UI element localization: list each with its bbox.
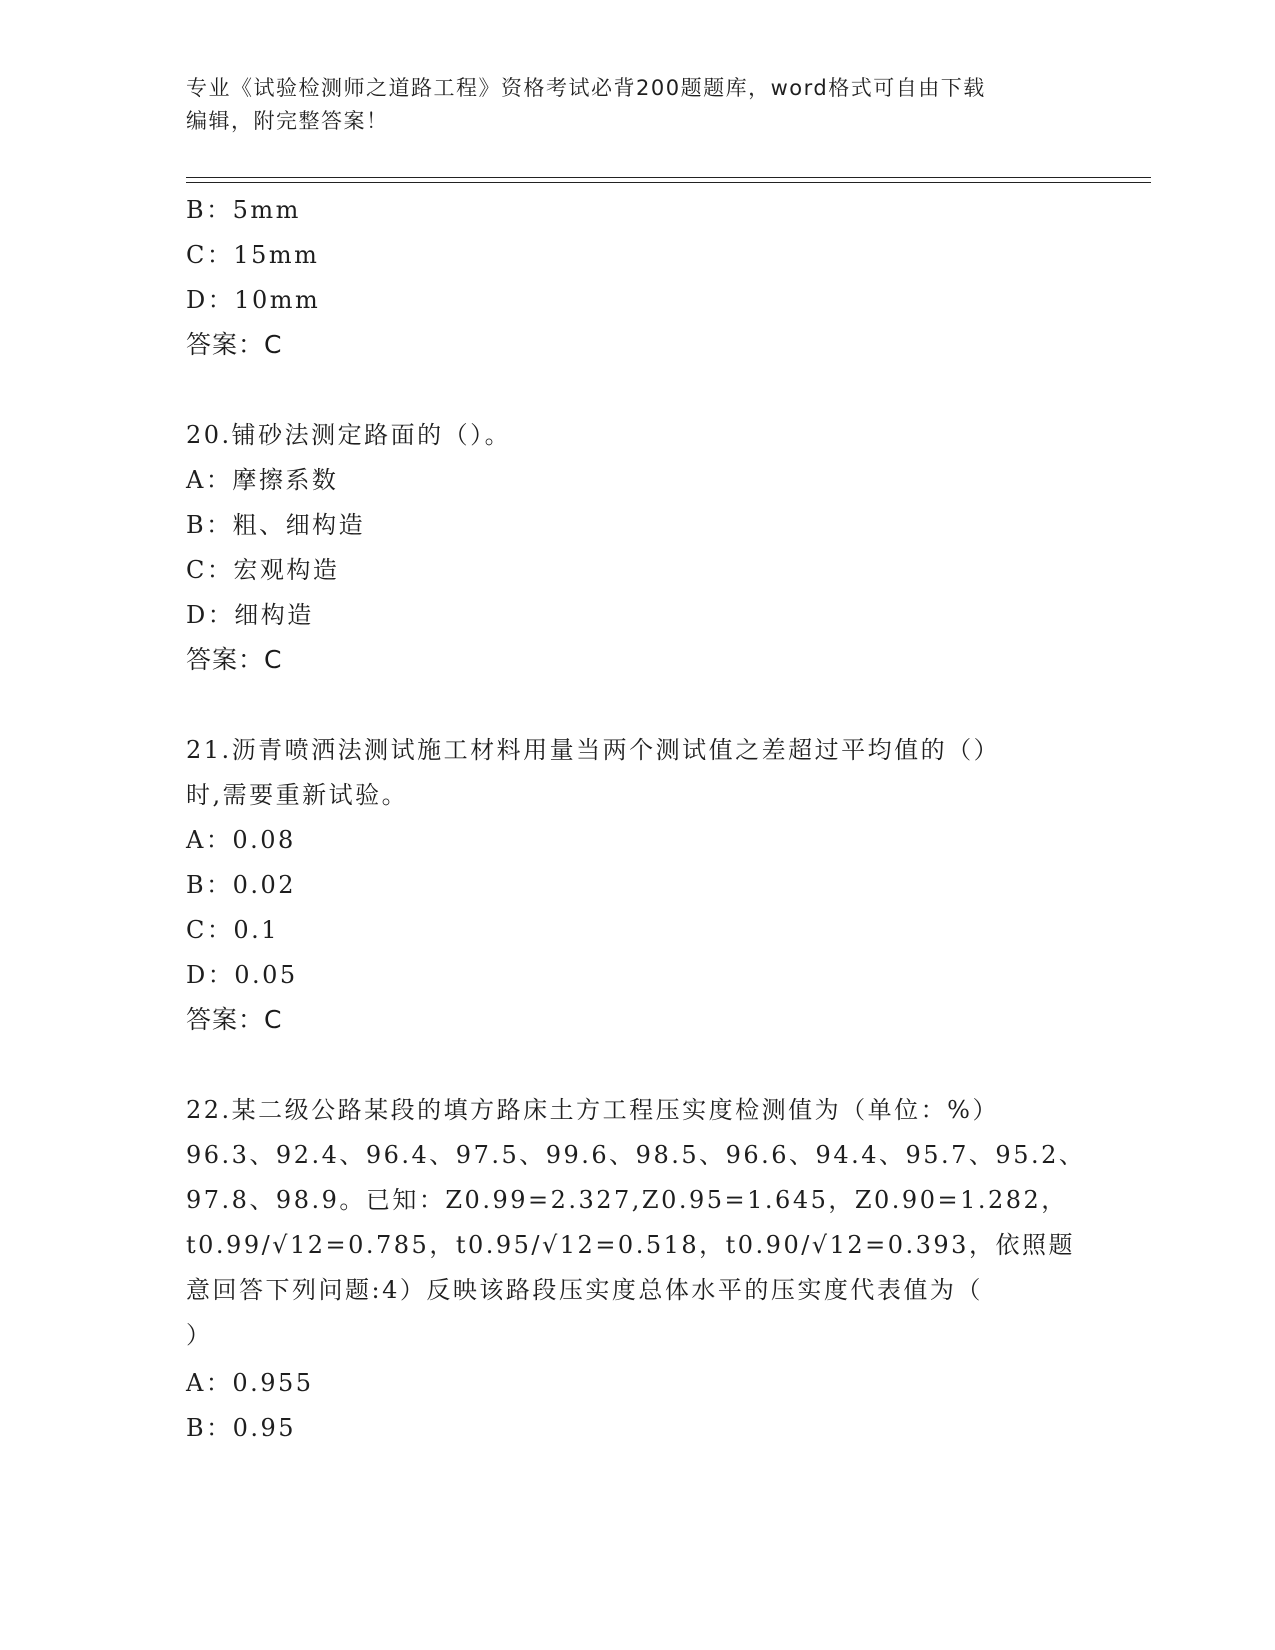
q19-option-d: D：10mm <box>186 286 321 314</box>
q20-answer: 答案：C <box>186 645 283 674</box>
q22-stem-line-1: 22.某二级公路某段的填方路床土方工程压实度检测值为（单位：%） <box>186 1096 999 1124</box>
q19-option-b: B：5mm <box>186 196 301 224</box>
q22-stem-line-6: ） <box>186 1321 213 1349</box>
q21-stem-line-1: 21.沥青喷洒法测试施工材料用量当两个测试值之差超过平均值的（） <box>186 736 1001 764</box>
header-divider-bottom <box>186 182 1151 183</box>
q22-stem-line-4: t0.99/√12=0.785，t0.95/√12=0.518，t0.90/√12=0.393，依照题 <box>186 1231 1075 1259</box>
q21-stem-line-2: 时,需要重新试验。 <box>186 781 409 809</box>
q20-option-b: B：粗、细构造 <box>186 511 366 539</box>
header-line-1: 专业《试验检测师之道路工程》资格考试必背200题题库，word格式可自由下载 <box>186 76 986 100</box>
document-header <box>186 72 1086 138</box>
q21-option-c: C：0.1 <box>186 916 280 944</box>
q22-stem-line-3: 97.8、98.9。已知：Z0.99=2.327,Z0.95=1.645，Z0.90=1.282， <box>186 1186 1068 1214</box>
q20-option-d: D：细构造 <box>186 601 314 629</box>
q19-answer: 答案：C <box>186 330 283 359</box>
q20-stem: 20.铺砂法测定路面的（）。 <box>186 421 512 449</box>
q22-stem-line-5: 意回答下列问题:4）反映该路段压实度总体水平的压实度代表值为（ <box>186 1276 983 1304</box>
q22-stem-line-2: 96.3、92.4、96.4、97.5、99.6、98.5、96.6、94.4、95.7、95.2、 <box>186 1141 1086 1169</box>
q21-option-b: B：0.02 <box>186 871 297 899</box>
q19-option-c: C：15mm <box>186 241 320 269</box>
header-line-2: 编辑，附完整答案！ <box>186 109 389 133</box>
q20-option-c: C：宏观构造 <box>186 556 340 584</box>
q21-answer: 答案：C <box>186 1005 283 1034</box>
header-divider-top <box>186 177 1151 178</box>
q22-option-b: B：0.95 <box>186 1414 297 1442</box>
q20-option-a: A：摩擦系数 <box>186 466 339 494</box>
q21-option-a: A：0.08 <box>186 826 296 854</box>
q21-option-d: D：0.05 <box>186 961 298 989</box>
q22-option-a: A：0.955 <box>186 1369 314 1397</box>
